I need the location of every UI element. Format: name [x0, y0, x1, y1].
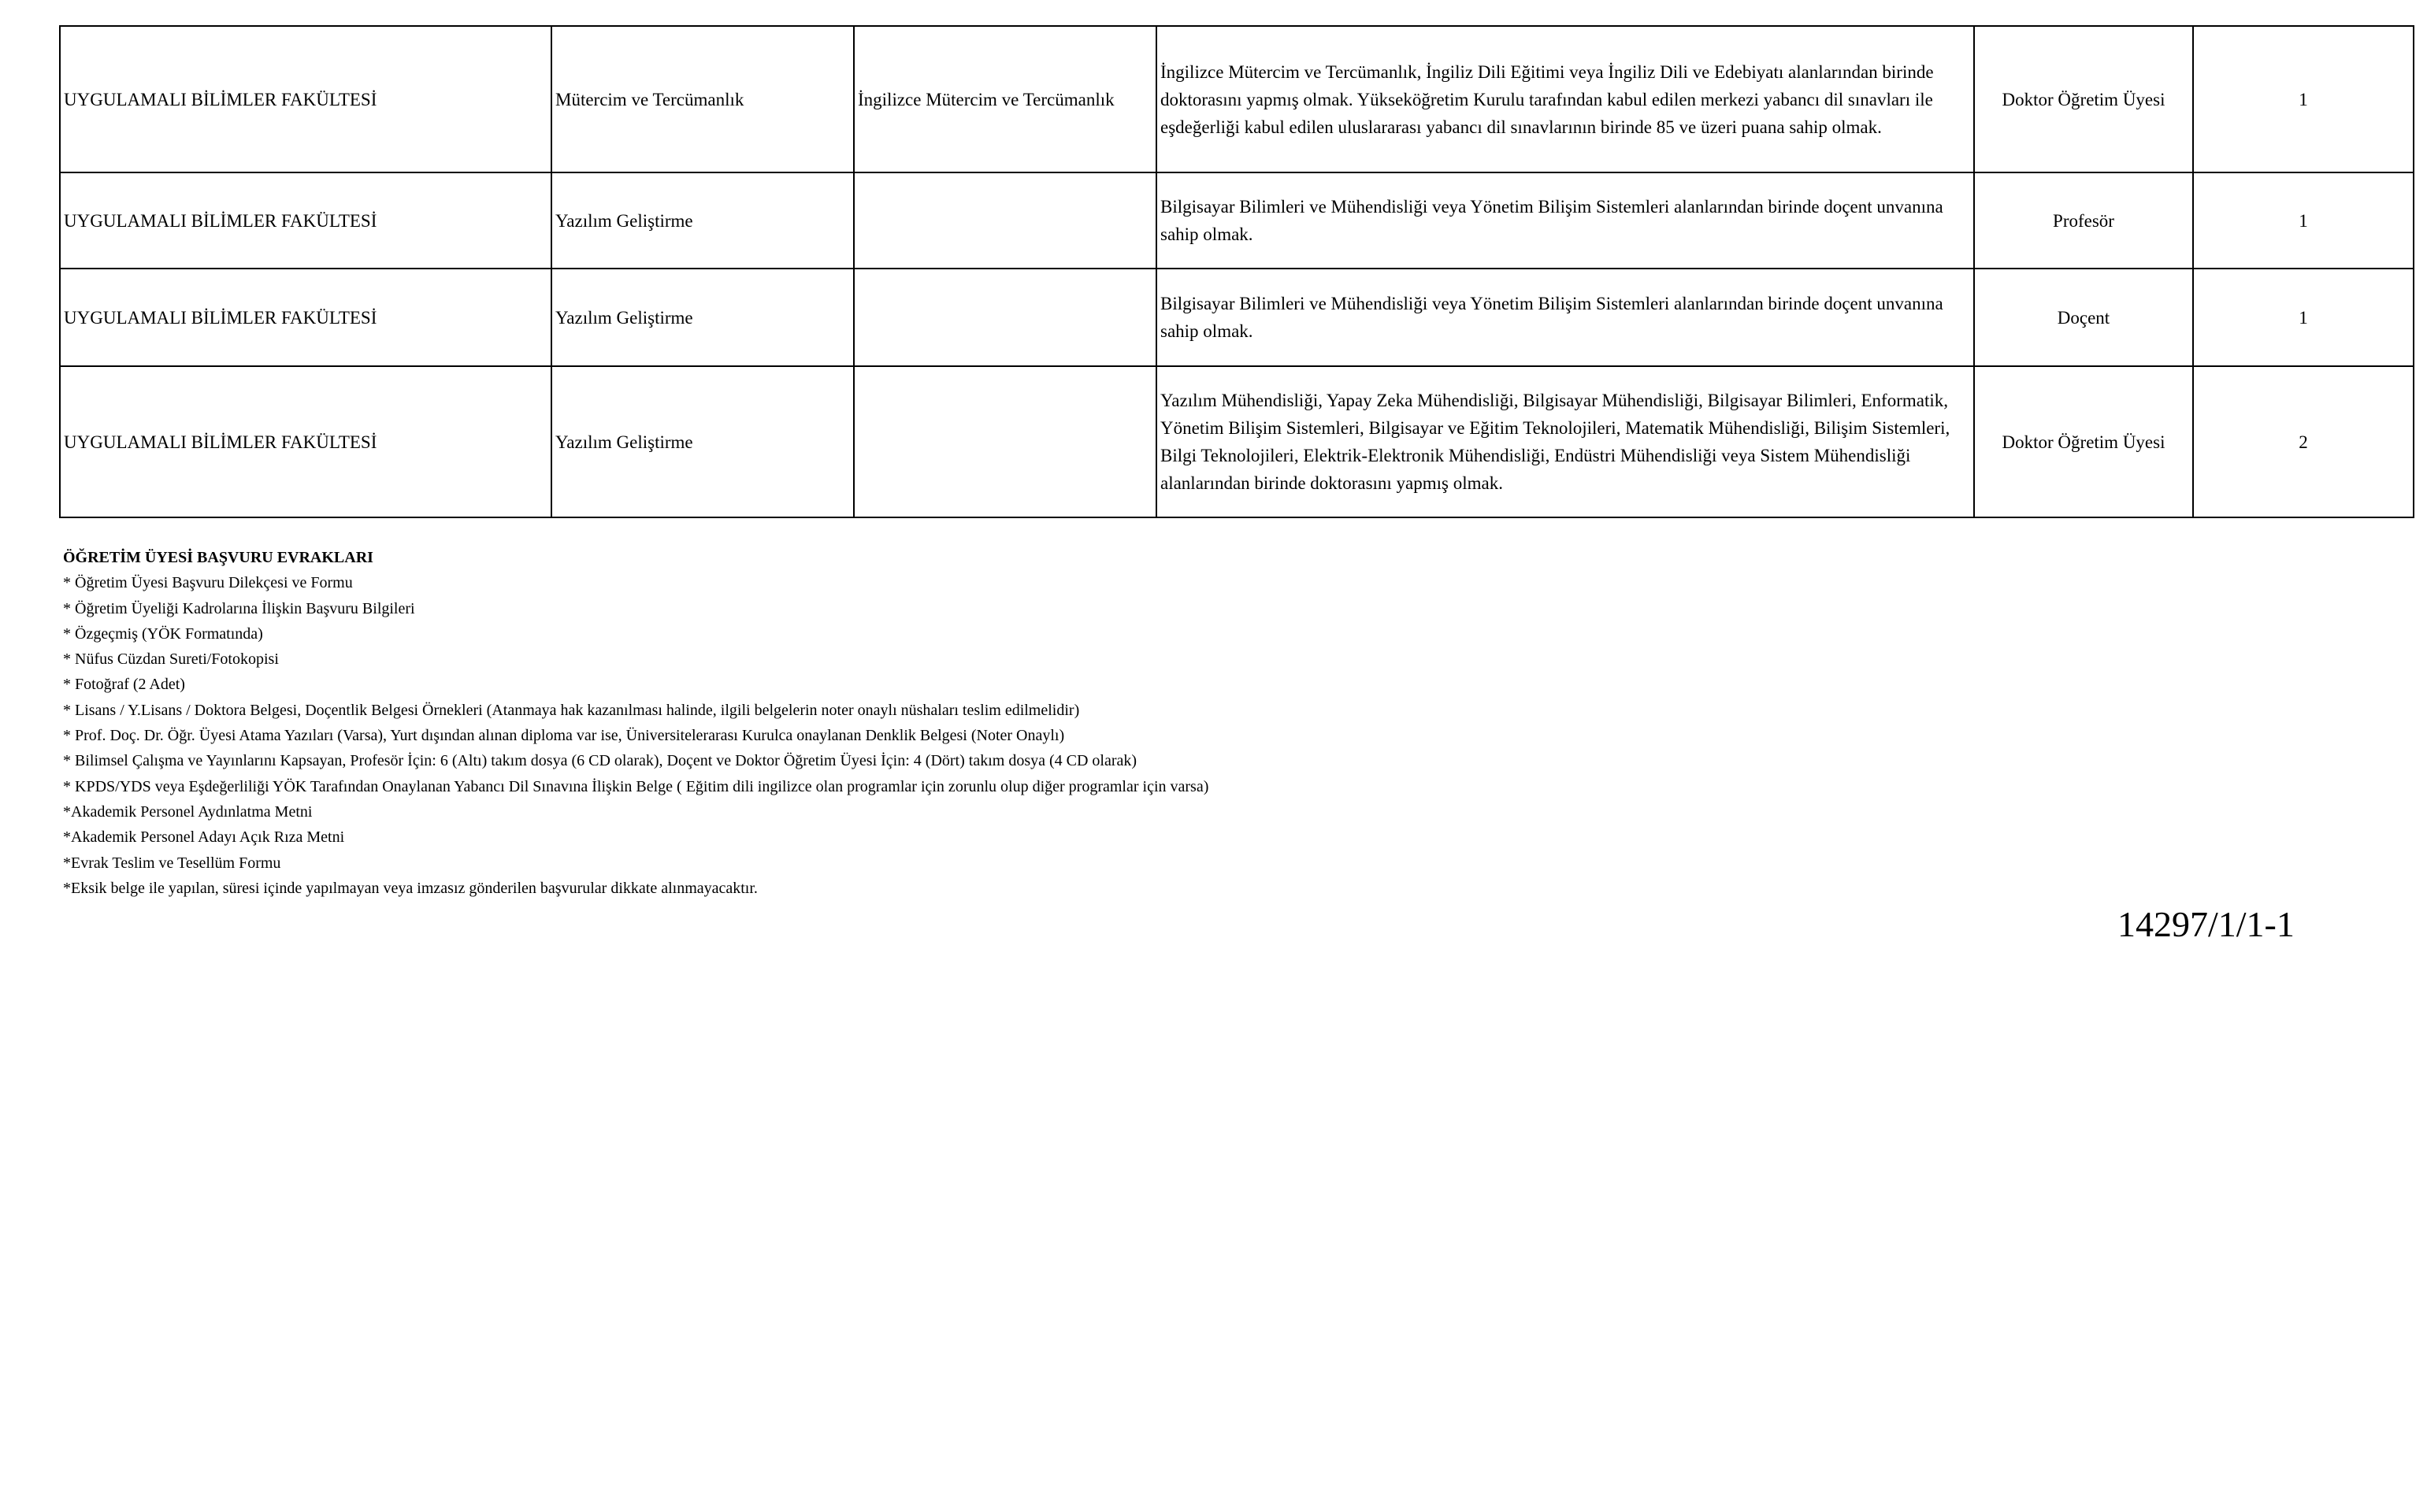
- documents-heading: ÖĞRETİM ÜYESİ BAŞVURU EVRAKLARI: [63, 549, 373, 566]
- title-cell: Doktor Öğretim Üyesi: [1974, 26, 2193, 172]
- table-row: [60, 366, 2414, 517]
- faculty-cell: UYGULAMALI BİLİMLER FAKÜLTESİ: [60, 172, 551, 269]
- list-item: * Nüfus Cüzdan Sureti/Fotokopisi: [63, 650, 279, 669]
- requirements-cell: Bilgisayar Bilimleri ve Mühendisliği veya Yönetim Bilişim Sistemleri alanlarından birinde doçent unvanına sahip olmak.: [1156, 172, 1974, 269]
- application-documents: [63, 545, 1208, 901]
- table-row: [60, 172, 2414, 269]
- department-cell: Yazılım Geliştirme: [551, 172, 854, 269]
- list-item: * Lisans / Y.Lisans / Doktora Belgesi, Doçentlik Belgesi Örnekleri (Atanmaya hak kazanılması halinde, ilgili belgelerin noter onaylı nüshaları teslim edilmelidir): [63, 701, 1080, 719]
- program-cell: [854, 269, 1156, 366]
- list-item: *Akademik Personel Adayı Açık Rıza Metni: [63, 828, 345, 847]
- department-cell: Yazılım Geliştirme: [551, 366, 854, 517]
- requirements-cell: İngilizce Mütercim ve Tercümanlık, İngiliz Dili Eğitimi veya İngiliz Dili ve Edebiyatı alanlarından birinde doktorasını yapmış olmak. Yükseköğretim Kurulu tarafından kabul edilen merkezi yabancı dil sınavları ile eşdeğerliği kabul edilen uluslararası yabancı dil sınavlarının birinde 85 ve üzeri puana sahip olmak.: [1156, 26, 1974, 172]
- requirements-cell: Yazılım Mühendisliği, Yapay Zeka Mühendisliği, Bilgisayar Mühendisliği, Bilgisayar Bilimleri, Enformatik, Yönetim Bilişim Sistemleri, Bilgisayar ve Eğitim Teknolojileri, Matematik Mühendisliği, Bilişim Sistemleri, Bilgi Teknolojileri, Elektrik-Elektronik Mühendisliği, Endüstri Mühendisliği veya Sistem Mühendisliği alanlarından birinde doktorasını yapmış olmak.: [1156, 366, 1974, 517]
- list-item: *Akademik Personel Aydınlatma Metni: [63, 802, 313, 821]
- department-cell: Yazılım Geliştirme: [551, 269, 854, 366]
- count-cell: 1: [2193, 26, 2414, 172]
- faculty-cell: UYGULAMALI BİLİMLER FAKÜLTESİ: [60, 269, 551, 366]
- list-item: * Fotoğraf (2 Adet): [63, 676, 185, 694]
- list-item: * Öğretim Üyesi Başvuru Dilekçesi ve Formu: [63, 574, 353, 592]
- table-row: [60, 26, 2414, 172]
- table-row: [60, 269, 2414, 366]
- document-number: 14297/1/1-1: [2117, 904, 2295, 944]
- title-cell: Doçent: [1974, 269, 2193, 366]
- program-cell: [854, 172, 1156, 269]
- program-cell: [854, 366, 1156, 517]
- title-cell: Profesör: [1974, 172, 2193, 269]
- count-cell: 1: [2193, 269, 2414, 366]
- list-item: * Özgeçmiş (YÖK Formatında): [63, 624, 263, 643]
- faculty-cell: UYGULAMALI BİLİMLER FAKÜLTESİ: [60, 366, 551, 517]
- faculty-cell: UYGULAMALI BİLİMLER FAKÜLTESİ: [60, 26, 551, 172]
- title-cell: Doktor Öğretim Üyesi: [1974, 366, 2193, 517]
- list-item: *Eksik belge ile yapılan, süresi içinde yapılmayan veya imzasız gönderilen başvurular dikkate alınmayacaktır.: [63, 879, 758, 897]
- count-cell: 1: [2193, 172, 2414, 269]
- positions-table: [59, 25, 2414, 518]
- count-cell: 2: [2193, 366, 2414, 517]
- list-item: * Bilimsel Çalışma ve Yayınlarını Kapsayan, Profesör İçin: 6 (Altı) takım dosya (6 CD olarak), Doçent ve Doktor Öğretim Üyesi İçin: 4 (Dört) takım dosya (4 CD olarak): [63, 752, 1137, 770]
- list-item: * Öğretim Üyeliği Kadrolarına İlişkin Başvuru Bilgileri: [63, 599, 415, 617]
- documents-list: [63, 570, 1208, 901]
- list-item: *Evrak Teslim ve Tesellüm Formu: [63, 854, 281, 872]
- list-item: * Prof. Doç. Dr. Öğr. Üyesi Atama Yazıları (Varsa), Yurt dışından alınan diploma var ise, Üniversitelerarası Kurulca onaylanan Denklik Belgesi (Noter Onaylı): [63, 727, 1065, 745]
- program-cell: İngilizce Mütercim ve Tercümanlık: [854, 26, 1156, 172]
- requirements-cell: Bilgisayar Bilimleri ve Mühendisliği veya Yönetim Bilişim Sistemleri alanlarından birinde doçent unvanına sahip olmak.: [1156, 269, 1974, 366]
- list-item: * KPDS/YDS veya Eşdeğerliliği YÖK Tarafından Onaylanan Yabancı Dil Sınavına İlişkin Belge ( Eğitim dili ingilizce olan programlar için zorunlu olup diğer programlar için varsa): [63, 777, 1209, 795]
- department-cell: Mütercim ve Tercümanlık: [551, 26, 854, 172]
